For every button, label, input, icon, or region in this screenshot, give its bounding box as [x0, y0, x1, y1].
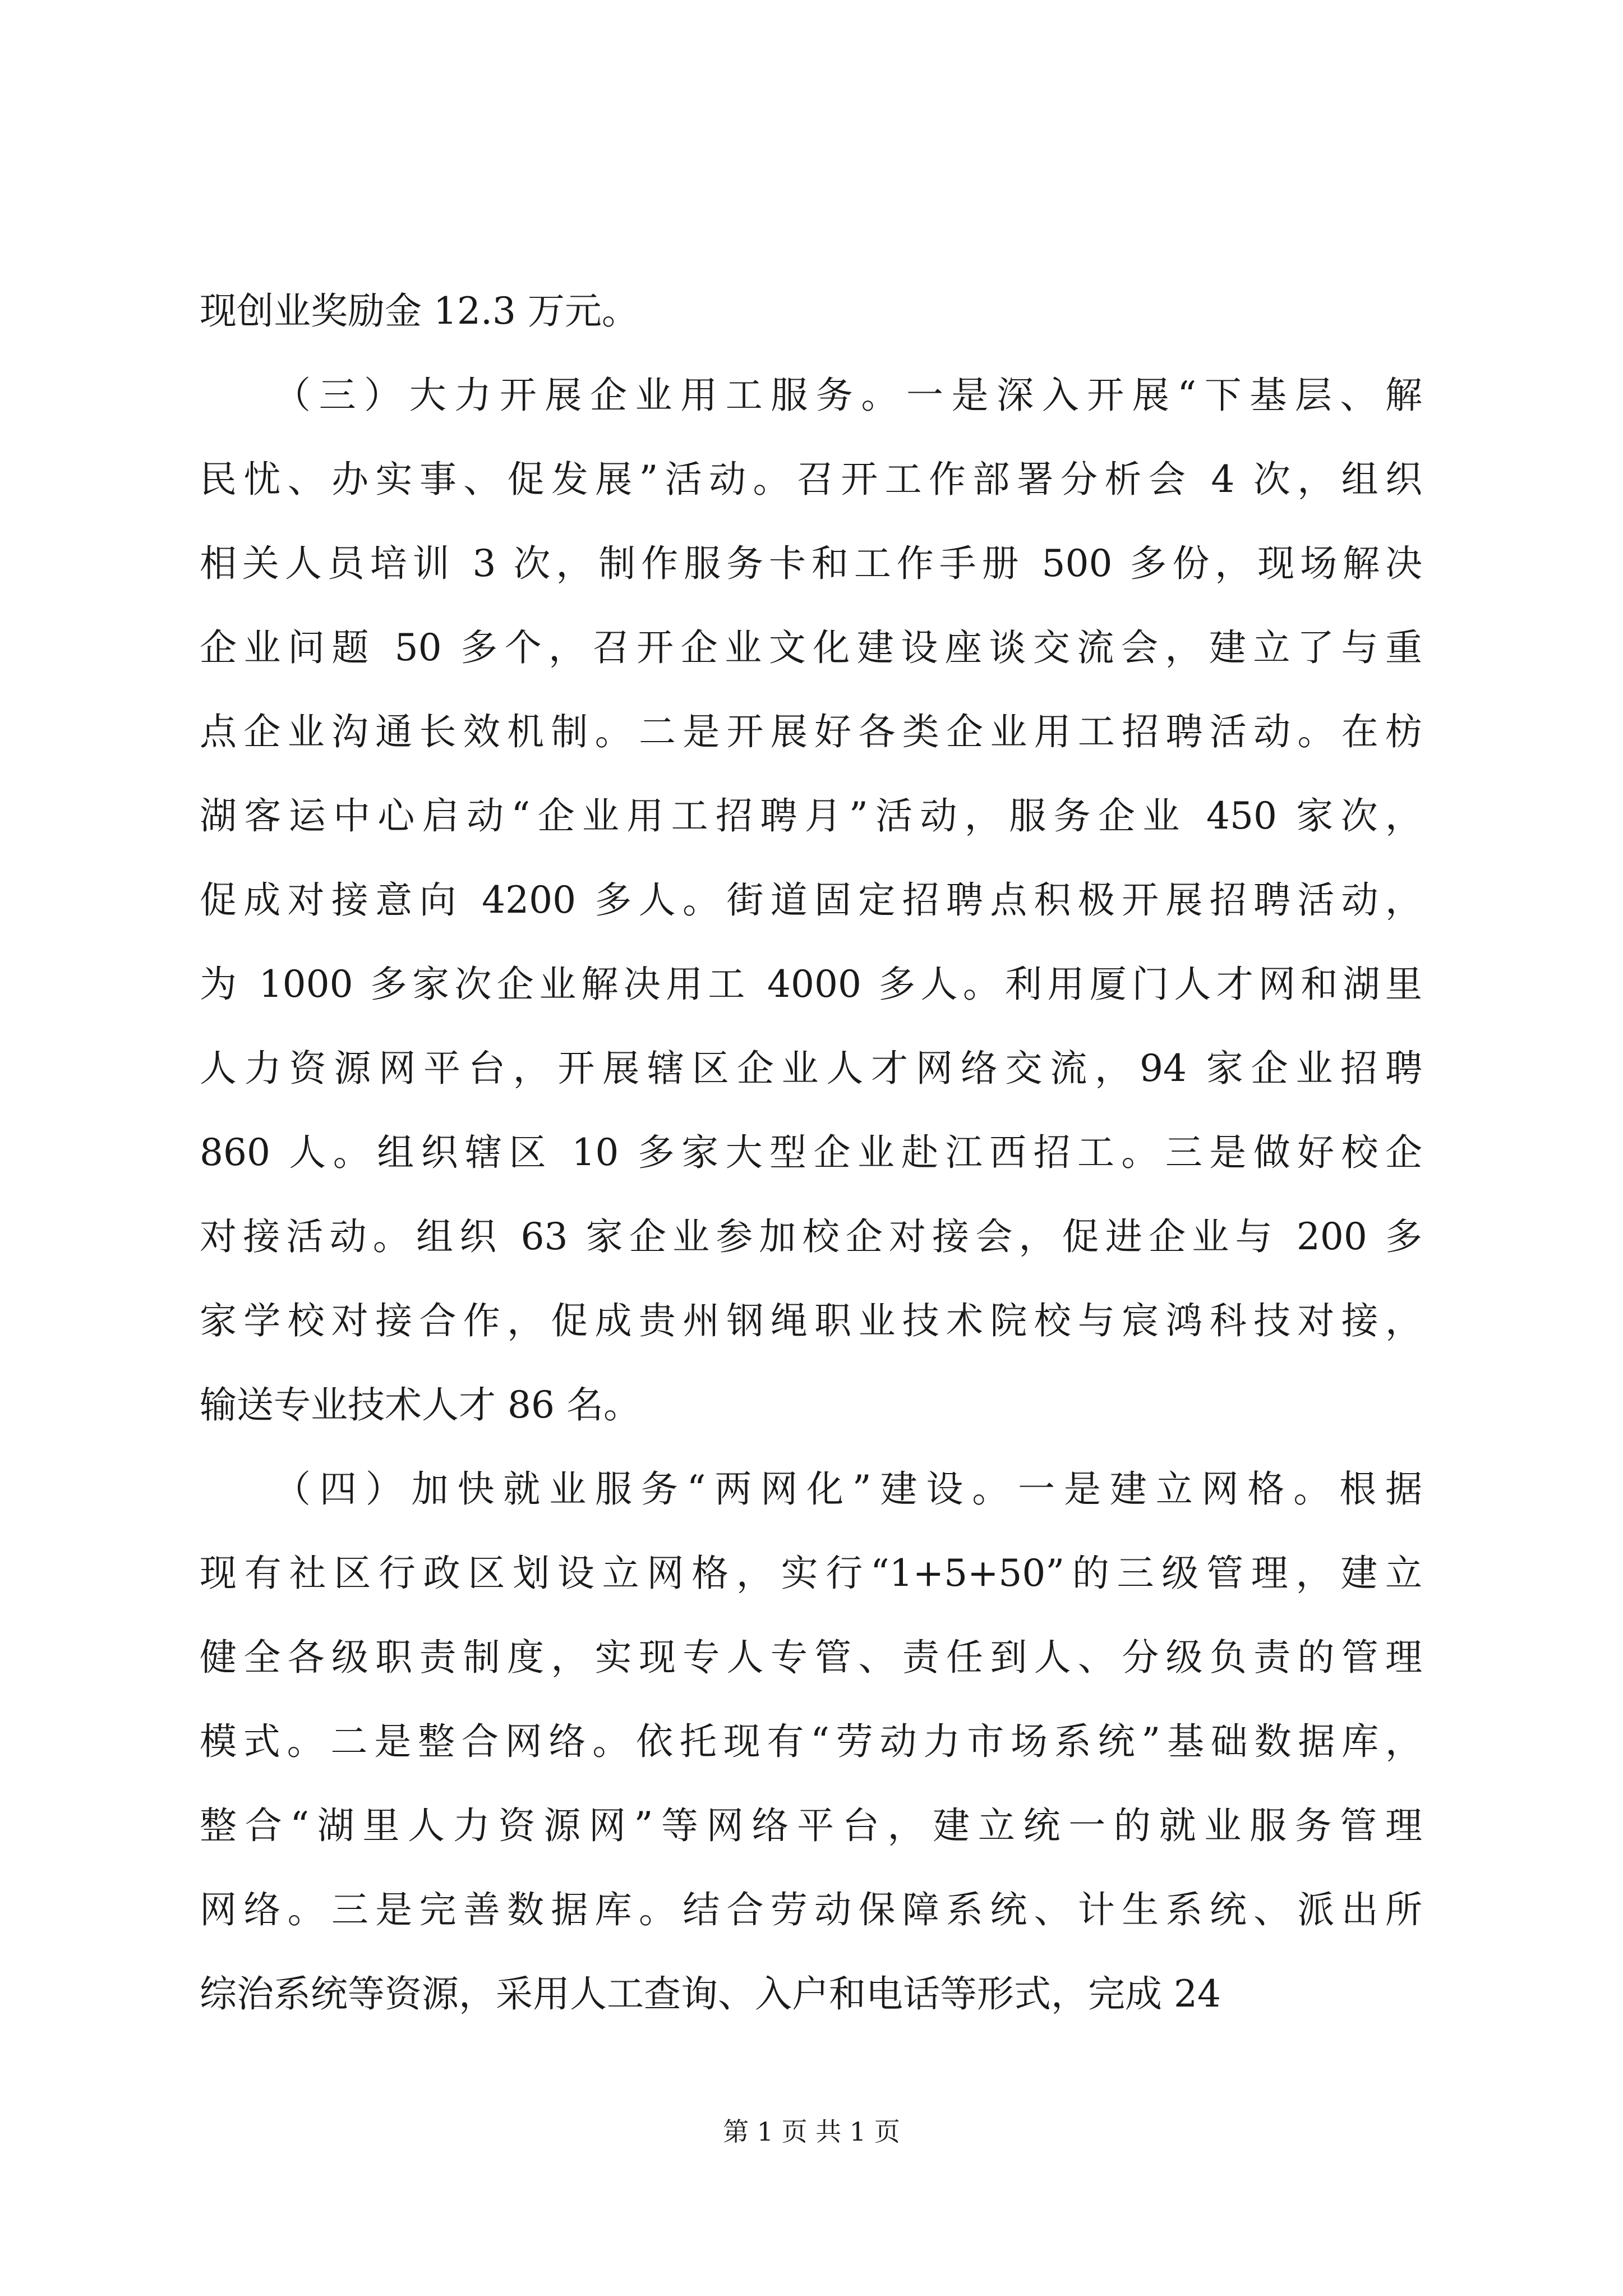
text-line: （三）大力开展企业用工服务。一是深入开展“下基层、解 [274, 374, 1422, 417]
text-line: 综治系统等资源，采用人工查询、入户和电话等形式，完成 24 [200, 1972, 1221, 2016]
text-line: 健全各级职责制度，实现专人专管、责任到人、分级负责的管理 [200, 1636, 1422, 1679]
text-line: 为 1000 多家次企业解决用工 4000 多人。利用厦门人才网和湖里 [200, 963, 1422, 1006]
text-line: （四）加快就业服务“两网化”建设。一是建立网格。根据 [274, 1467, 1422, 1511]
text-line: 模式。二是整合网络。依托现有“劳动力市场系统”基础数据库， [200, 1720, 1422, 1763]
text-line: 现有社区行政区划设立网格，实行“1+5+50”的三级管理，建立 [200, 1552, 1422, 1595]
text-line: 民忧、办实事、促发展”活动。召开工作部署分析会 4 次，组织 [200, 458, 1422, 501]
text-line: 输送专业技术人才 86 名。 [200, 1383, 640, 1427]
document-body [200, 269, 1422, 2036]
text-line: 对接活动。组织 63 家企业参加校企对接会，促进企业与 200 多 [200, 1215, 1422, 1258]
text-line: 企业问题 50 多个，召开企业文化建设座谈交流会，建立了与重 [200, 626, 1422, 669]
paragraph [200, 353, 1422, 1447]
text-line: 860 人。组织辖区 10 多家大型企业赴江西招工。三是做好校企 [200, 1131, 1422, 1174]
text-line: 整合“湖里人力资源网”等网络平台，建立统一的就业服务管理 [200, 1804, 1422, 1847]
text-line: 人力资源网平台，开展辖区企业人才网络交流，94 家企业招聘 [200, 1047, 1422, 1090]
text-line: 促成对接意向 4200 多人。街道固定招聘点积极开展招聘活动， [200, 878, 1422, 922]
text-line: 点企业沟通长效机制。二是开展好各类企业用工招聘活动。在枋 [200, 710, 1422, 753]
paragraph [200, 1447, 1422, 2036]
text-line: 家学校对接合作，促成贵州钢绳职业技术院校与宸鸿科技对接， [200, 1299, 1422, 1342]
paragraph [200, 269, 1422, 353]
text-line: 现创业奖励金 12.3 万元。 [200, 289, 639, 333]
page-footer [0, 2115, 1623, 2148]
text-line: 湖客运中心启动“企业用工招聘月”活动，服务企业 450 家次， [200, 794, 1422, 838]
text-line: 相关人员培训 3 次，制作服务卡和工作手册 500 多份，现场解决 [200, 542, 1422, 585]
page-number-label: 第 1 页 共 1 页 [723, 2116, 900, 2147]
text-line: 网络。三是完善数据库。结合劳动保障系统、计生系统、派出所 [200, 1888, 1422, 1931]
